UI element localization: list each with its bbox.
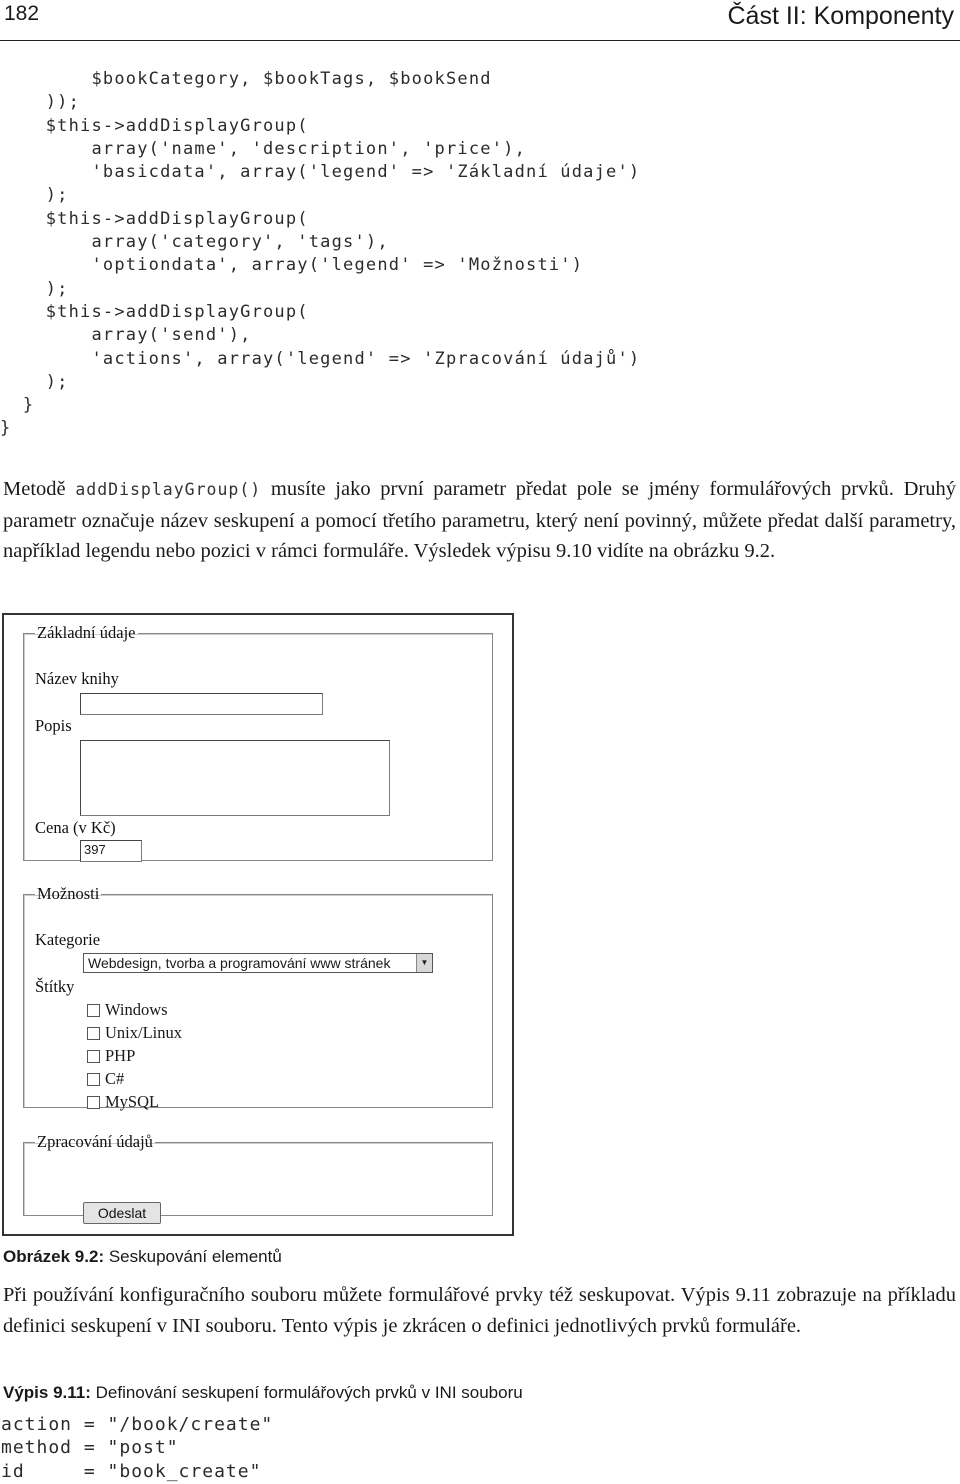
code-line: ); [0,185,69,206]
code-line: array('category', 'tags'), [0,232,389,253]
fieldset-legend: Možnosti [37,884,100,903]
checkbox[interactable] [87,1096,100,1109]
checkbox[interactable] [87,1050,100,1063]
price-value: 397 [84,842,106,857]
code-line: method = "post" [1,1437,179,1459]
caption-text: Definování seskupení formulářových prvků v INI souboru [90,1383,523,1402]
description-textarea[interactable] [80,740,390,816]
code-line: )); [0,92,81,113]
code-listing-top [0,68,640,441]
checkbox-label: Unix/Linux [105,1023,182,1042]
field-label-tags: Štítky [35,977,75,996]
caption-label: Obrázek 9.2: [3,1247,105,1266]
checkbox-label: C# [105,1069,125,1088]
figure-form-screenshot [2,613,514,1236]
body-paragraph-1 [3,474,956,567]
body-paragraph-2: Při používání konfiguračního souboru můžete formulářové prvky též seskupovat. Výpis 9.11 zobrazuje na příkladu definici seskupení v INI souboru. Tento výpis je zkrácen o definici jednotlivých prvků formuláře. [3,1284,956,1337]
checkbox[interactable] [87,1004,100,1017]
code-line: id = "book_create" [1,1460,262,1482]
code-line: array('name', 'description', 'price'), [0,138,527,159]
code-line: ); [0,371,69,392]
caption-text: Seskupování elementů [104,1247,282,1266]
code-listing-bottom [1,1413,273,1483]
paragraph-text: Metodě [3,478,76,500]
category-select[interactable] [83,953,433,973]
code-line: $bookCategory, $bookTags, $bookSend [0,69,492,89]
chevron-down-icon[interactable]: ▼ [416,954,432,972]
field-label-description: Popis [35,716,72,735]
code-line: $this->addDisplayGroup( [0,301,309,322]
caption-label: Výpis 9.11: [3,1383,91,1402]
paragraph-text: musíte jako první parametr předat pole se jmény formulářových prvků. Druhý parametr označuje název seskupení a pomocí třetího parametru, který není povinný, můžete předat další parametry, například legendu nebo pozici v rámci formuláře. Výsledek výpisu 9.10 vidíte na obrázku 9.2. [3,478,956,562]
submit-button[interactable]: Odeslat [83,1202,161,1224]
page-header [0,0,960,41]
figure-caption [3,1247,282,1267]
listing-caption [3,1383,523,1403]
field-label-category: Kategorie [35,930,101,949]
fieldset-options [23,884,493,1111]
name-input[interactable] [80,693,323,715]
category-selected-value: Webdesign, tvorba a programování www stránek [88,955,391,971]
code-line: ); [0,278,69,299]
code-line: 'optiondata', array('legend' => 'Možnosti') [0,255,584,276]
checkbox-label: MySQL [105,1092,160,1111]
fieldset-basic-data [23,623,493,861]
fieldset-legend: Základní údaje [37,623,136,642]
fieldset-legend: Zpracování údajů [37,1132,153,1151]
code-line: 'actions', array('legend' => 'Zpracování údajů') [0,348,641,369]
price-input[interactable] [80,840,142,862]
running-title: Část II: Komponenty [727,2,954,30]
inline-code: addDisplayGroup() [75,480,262,499]
checkbox[interactable] [87,1027,100,1040]
page-number: 182 [4,2,40,25]
code-line: 'basicdata', array('legend' => 'Základní údaje') [0,162,641,183]
code-line: $this->addDisplayGroup( [0,208,309,229]
checkbox[interactable] [87,1073,100,1086]
code-line: $this->addDisplayGroup( [0,115,309,136]
code-line: action = "/book/create" [1,1414,274,1435]
code-line: } [0,395,35,416]
checkbox-label: Windows [105,1000,168,1019]
fieldset-actions [23,1132,493,1221]
code-line: } [0,418,12,439]
checkbox-label: PHP [105,1046,136,1065]
field-label-price: Cena (v Kč) [35,818,116,837]
code-line: array('send'), [0,325,252,346]
field-label-name: Název knihy [35,669,119,688]
